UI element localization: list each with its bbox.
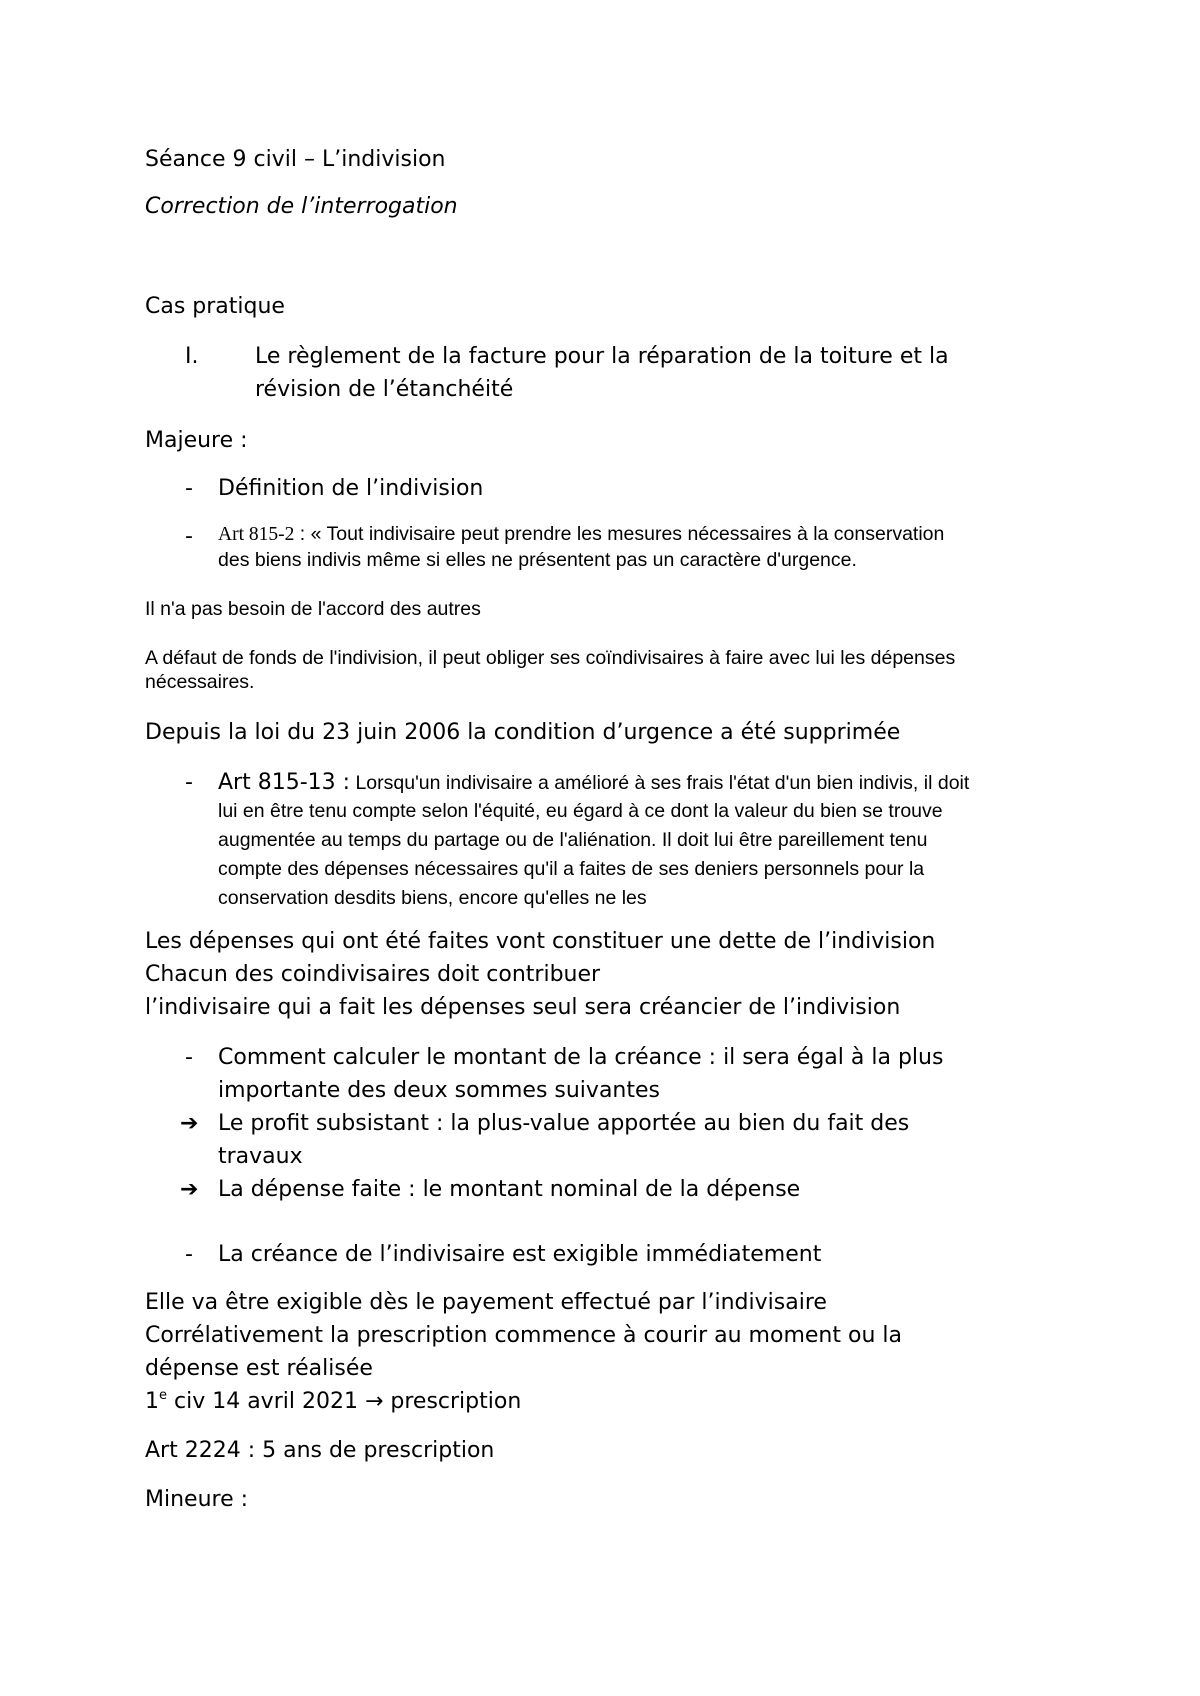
arrow-icon: ➔ [180,1111,199,1136]
dette-line-1: Les dépenses qui ont été faites vont constituer une dette de l’indivision [145,929,936,954]
majeure-label: Majeure : [145,428,248,453]
profit-line-1: Le profit subsistant : la plus-value apportée au bien du fait des [218,1111,910,1136]
civ-reference: 1e civ 14 avril 2021 → prescription [145,1388,522,1414]
document-title: Séance 9 civil – L’indivision [145,147,446,172]
accord-paragraph: Il n'a pas besoin de l'accord des autres [145,598,481,620]
bullet-dash: - [185,476,193,501]
defaut-line-1: A défaut de fonds de l'indivision, il peut obliger ses coïndivisaires à faire avec lui les dépenses [145,647,956,669]
mineure-label: Mineure : [145,1487,249,1512]
profit-line-2: travaux [218,1144,303,1169]
right-arrow-icon: → [364,1389,384,1414]
dette-line-3: l’indivisaire qui a fait les dépenses seul sera créancier de l’indivision [145,995,901,1020]
art-815-13-line-1: Art 815-13 : Lorsqu'un indivisaire a amélioré à ses frais l'état d'un bien indivis, il doit [218,770,970,795]
art-815-2-ref: Art 815-2 [218,524,295,545]
art-815-2-line-2: des biens indivis même si elles ne présentent pas un caractère d'urgence. [218,549,857,571]
defaut-line-2: nécessaires. [145,671,255,693]
art-815-13-line-5: conservation desdits biens, encore qu'elles ne les [218,887,647,909]
payement-line: Elle va être exigible dès le payement effectué par l’indivisaire [145,1290,827,1315]
bullet-dash: - [185,524,193,549]
bullet-dash: - [185,1045,193,1070]
part-title-line-2: révision de l’étanchéité [255,377,514,402]
art-815-13-line-3: augmentée au temps du partage ou de l'aliénation. Il doit lui être pareillement tenu [218,829,928,851]
definition-item: Définition de l’indivision [218,476,484,501]
arrow-icon: ➔ [180,1177,199,1202]
art-815-13-line-4: compte des dépenses nécessaires qu'il a faites de ses deniers personnels pour la [218,858,925,880]
depense-faite-item: La dépense faite : le montant nominal de la dépense [218,1177,801,1202]
art-815-2-line-1: Art 815-2 : « Tout indivisaire peut prendre les mesures nécessaires à la conservation [218,523,945,545]
document-subtitle: Correction de l’interrogation [145,194,458,219]
art-2224-line: Art 2224 : 5 ans de prescription [145,1438,495,1463]
calcul-line-1: Comment calculer le montant de la créance : il sera égal à la plus [218,1045,944,1070]
correl-line-1: Corrélativement la prescription commence à courir au moment ou la [145,1323,902,1348]
part-title-line-1: Le règlement de la facture pour la réparation de la toiture et la [255,344,949,369]
bullet-dash: - [185,770,193,795]
loi-2006-paragraph: Depuis la loi du 23 juin 2006 la condition d’urgence a été supprimée [145,720,901,745]
bullet-dash: - [185,1242,193,1267]
dette-line-2: Chacun des coindivisaires doit contribuer [145,962,601,987]
correl-line-2: dépense est réalisée [145,1356,373,1381]
part-number: I. [185,344,199,369]
section-heading: Cas pratique [145,294,285,319]
calcul-line-2: importante des deux sommes suivantes [218,1078,660,1103]
art-815-13-ref: Art 815-13 : [218,770,351,795]
exigible-item: La créance de l’indivisaire est exigible immédiatement [218,1242,822,1267]
art-815-13-line-2: lui en être tenu compte selon l'équité, eu égard à ce dont la valeur du bien se trouve [218,800,943,822]
